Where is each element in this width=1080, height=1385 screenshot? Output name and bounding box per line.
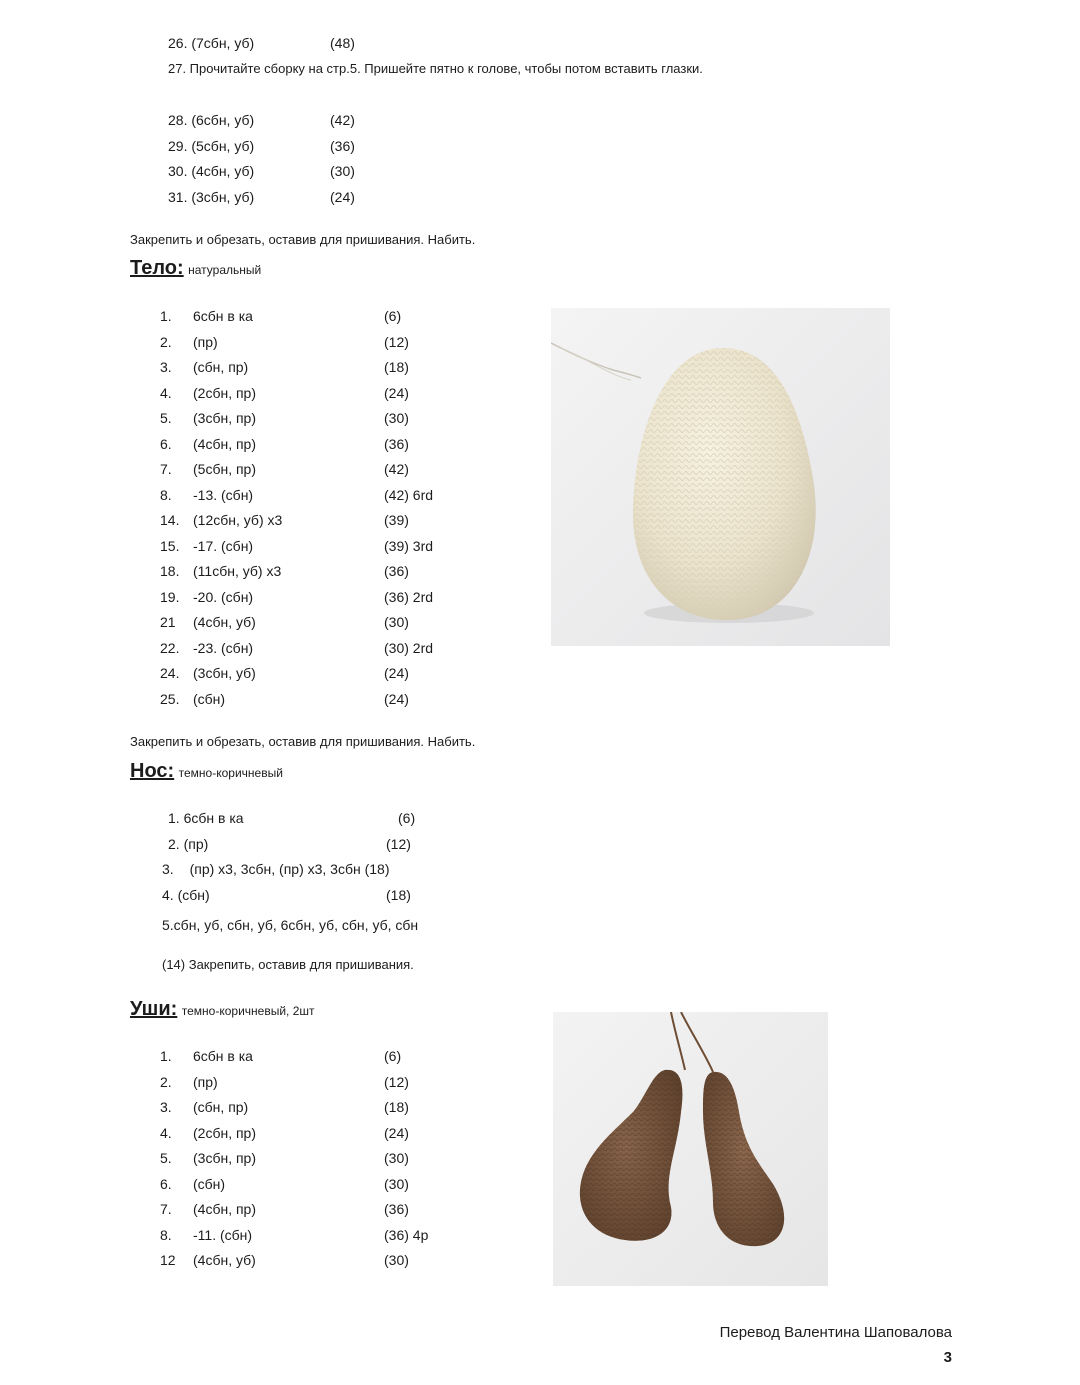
- fasten-note: Закрепить и обрезать, оставив для пришивания. Набить.: [130, 232, 476, 247]
- row-text: (5сбн, пр): [193, 461, 257, 477]
- row-step: 4.: [160, 384, 172, 401]
- row-step: 15.: [160, 537, 180, 554]
- section-yarn-color: темно-коричневый: [178, 766, 283, 780]
- row-text: -20. (сбн): [193, 588, 254, 605]
- pattern-row: [168, 809, 244, 827]
- row-text: (сбн, пр): [193, 1099, 249, 1115]
- row-count: (24): [384, 665, 409, 681]
- pattern-row: [160, 307, 460, 333]
- row-step: 4.: [162, 887, 174, 903]
- row-text: (пр) х3, 3сбн, (пр) х3, 3сбн (18): [189, 861, 390, 877]
- row-step: 22.: [160, 639, 180, 656]
- row-text: (2сбн, пр): [193, 1124, 257, 1141]
- row-count: (30): [384, 1252, 409, 1268]
- row-count: (36): [384, 563, 409, 579]
- row-step: 18.: [160, 563, 180, 579]
- section-title: Уши:: [130, 998, 178, 1020]
- pattern-row: [168, 188, 254, 206]
- row-count: (30) 2rd: [384, 639, 434, 656]
- row-text: (сбн, пр): [193, 359, 249, 375]
- row-count: (18): [384, 1099, 409, 1115]
- row-step: 3.: [160, 359, 172, 375]
- row-count: (39) 3rd: [384, 537, 434, 554]
- row-text: (12сбн, уб) х3: [193, 512, 283, 528]
- row-text: 6сбн в ка: [183, 810, 244, 826]
- row-text: (5сбн, уб): [191, 138, 255, 154]
- row-count: (36): [384, 435, 409, 452]
- section-yarn-color: темно-коричневый, 2шт: [181, 1004, 315, 1018]
- pattern-row: (14) Закрепить, оставив для пришивания.: [162, 957, 414, 972]
- row-text: -23. (сбн): [193, 639, 254, 656]
- row-count: (18): [384, 359, 409, 375]
- row-step: 2.: [168, 836, 180, 852]
- row-text: (4сбн, уб): [193, 614, 256, 630]
- row-step: 28.: [168, 112, 188, 128]
- pattern-row: [160, 409, 460, 435]
- row-count: (24): [384, 384, 409, 401]
- row-step: 6.: [160, 1175, 172, 1192]
- pattern-row: [160, 1047, 460, 1073]
- row-text: (пр): [183, 836, 209, 852]
- row-count: (12): [384, 1073, 409, 1090]
- row-step: 8.: [160, 486, 172, 503]
- row-count: (12): [386, 836, 411, 852]
- row-step: 4.: [160, 1124, 172, 1141]
- pattern-row: [160, 333, 460, 359]
- row-text: (сбн): [177, 887, 210, 903]
- row-step: 1.: [160, 308, 172, 324]
- row-step: 19.: [160, 588, 180, 605]
- row-text: (2сбн, пр): [193, 384, 257, 401]
- row-count: (30): [384, 410, 409, 426]
- pattern-row: [160, 562, 460, 588]
- pattern-row: [160, 1149, 460, 1175]
- pattern-row: [168, 162, 254, 180]
- crocheted-ears-image: [553, 1012, 828, 1286]
- pattern-row: [160, 1251, 460, 1277]
- row-step: 12: [160, 1252, 176, 1268]
- row-count: (30): [330, 163, 355, 179]
- pattern-row: [162, 860, 390, 878]
- row-text: (4сбн, пр): [193, 435, 257, 452]
- row-step: 25.: [160, 690, 180, 707]
- row-text: (4сбн, уб): [191, 163, 255, 179]
- row-text: (сбн): [193, 690, 226, 707]
- row-step: 5.: [160, 1150, 172, 1166]
- pattern-row: [168, 34, 254, 52]
- row-step: 7.: [160, 461, 172, 477]
- row-step: 30.: [168, 163, 188, 179]
- pattern-row: [160, 1124, 460, 1150]
- pattern-row: [160, 639, 460, 665]
- row-step: 26.: [168, 35, 188, 51]
- pattern-row: [160, 1175, 460, 1201]
- row-count: (39): [384, 512, 409, 528]
- ears-photo: [553, 1012, 828, 1286]
- row-text: -11. (сбн): [193, 1226, 253, 1243]
- row-step: 21: [160, 614, 176, 630]
- row-count: (18): [386, 887, 411, 903]
- row-step: 1.: [160, 1048, 172, 1064]
- row-text: (6сбн, уб): [191, 112, 255, 128]
- row-step: 7.: [160, 1201, 172, 1217]
- row-count: (6): [398, 810, 416, 826]
- row-count: (36) 4р: [384, 1226, 429, 1243]
- body-rows-list: [160, 307, 460, 715]
- pattern-row: [160, 690, 460, 716]
- pattern-row: [168, 137, 254, 155]
- row-count: (48): [330, 35, 355, 51]
- section-yarn-color: натуральный: [188, 263, 262, 277]
- pattern-row: [168, 835, 208, 853]
- row-count: (30): [384, 1175, 409, 1192]
- pattern-row: [160, 613, 460, 639]
- row-step: 24.: [160, 665, 180, 681]
- row-count: (12): [384, 333, 409, 350]
- row-count: (42): [384, 461, 409, 477]
- row-count: (36): [330, 138, 355, 154]
- row-text: 6сбн в ка: [193, 308, 253, 324]
- pattern-row: 5.сбн, уб, сбн, уб, 6сбн, уб, сбн, уб, сбн: [162, 917, 419, 933]
- row-step: 1.: [168, 810, 180, 826]
- row-step: 29.: [168, 138, 188, 154]
- row-count: (24): [330, 189, 355, 205]
- row-text: (сбн): [193, 1175, 226, 1192]
- row-count: (24): [384, 690, 409, 707]
- translator-credit: Перевод Валентина Шаповалова: [719, 1324, 952, 1341]
- row-text: (4сбн, уб): [193, 1252, 256, 1268]
- row-text: -17. (сбн): [193, 537, 254, 554]
- pattern-row: [160, 384, 460, 410]
- row-text: (7сбн, уб): [191, 35, 255, 51]
- pattern-row: [160, 511, 460, 537]
- ears-rows-list: [160, 1047, 460, 1277]
- pattern-row: [168, 111, 254, 129]
- section-heading-ears: [130, 997, 315, 1021]
- pattern-row: [160, 358, 460, 384]
- row-count: (6): [384, 308, 402, 324]
- pattern-row: [160, 664, 460, 690]
- pattern-row: [160, 1200, 460, 1226]
- row-step: 2.: [160, 1073, 172, 1090]
- body-photo: [551, 308, 890, 646]
- pattern-row: [160, 1226, 460, 1252]
- pattern-row: [162, 886, 210, 904]
- section-heading-body: [130, 256, 261, 280]
- row-text: (11сбн, уб) х3: [193, 563, 282, 579]
- row-text: (3сбн, уб): [191, 189, 255, 205]
- row-text: (3сбн, пр): [193, 410, 257, 426]
- page-number: 3: [943, 1349, 952, 1366]
- fasten-note: Закрепить и обрезать, оставив для пришивания. Набить.: [130, 734, 476, 749]
- row-text: (4сбн, пр): [193, 1201, 257, 1217]
- row-step: 5.: [160, 410, 172, 426]
- row-count: (6): [384, 1048, 402, 1064]
- row-step: 3.: [160, 1099, 172, 1115]
- pattern-row: [160, 1073, 460, 1099]
- row-count: (36): [384, 1201, 409, 1217]
- row-step: 3.: [162, 861, 174, 877]
- row-count: (36) 2rd: [384, 588, 434, 605]
- row-count: (42): [330, 112, 355, 128]
- row-text: 6сбн в ка: [193, 1048, 253, 1064]
- pattern-row: [160, 537, 460, 563]
- row-text: (пр): [193, 333, 218, 350]
- row-text: (пр): [193, 1073, 218, 1090]
- section-title: Нос:: [130, 760, 175, 782]
- assembly-note: 27. Прочитайте сборку на стр.5. Пришейте пятно к голове, чтобы потом вставить глазки.: [168, 61, 703, 76]
- pattern-row: [160, 486, 460, 512]
- pattern-row: [160, 435, 460, 461]
- row-count: (24): [384, 1124, 409, 1141]
- row-step: 6.: [160, 435, 172, 452]
- row-count: (42) 6rd: [384, 486, 434, 503]
- row-text: -13. (сбн): [193, 486, 254, 503]
- row-text: (3сбн, пр): [193, 1150, 257, 1166]
- row-step: 14.: [160, 512, 180, 528]
- row-step: 8.: [160, 1226, 172, 1243]
- pattern-row: [160, 1098, 460, 1124]
- pattern-row: [160, 588, 460, 614]
- section-title: Тело:: [130, 257, 184, 279]
- row-count: (30): [384, 1150, 409, 1166]
- row-step: 2.: [160, 333, 172, 350]
- section-heading-nose: [130, 759, 283, 783]
- crocheted-body-image: [551, 308, 890, 646]
- row-text: (3сбн, уб): [193, 665, 256, 681]
- row-step: 31.: [168, 189, 188, 205]
- row-count: (30): [384, 614, 409, 630]
- pattern-row: [160, 460, 460, 486]
